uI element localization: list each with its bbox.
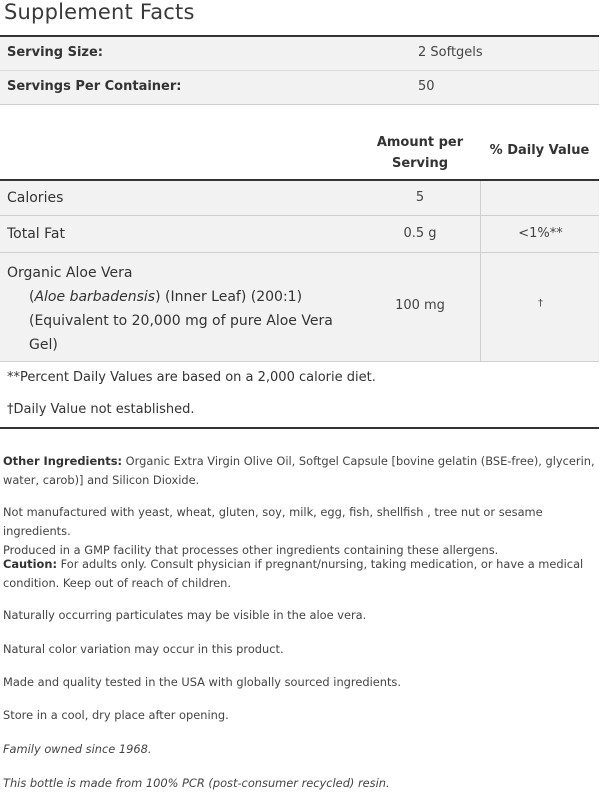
not-established-footnote: †Daily Value not established. <box>7 402 195 417</box>
allergen-statement: Not manufactured with yeast, wheat, gluten, soy, milk, egg, fish, shellfish , tree nut or sesame ingredients. Produced in a GMP facility that processes other ingredients containing these allergens. <box>3 505 543 557</box>
table-row <box>0 181 599 216</box>
nutrient-name: Total Fat <box>7 226 65 242</box>
nutrient-equivalent-cont: Gel) <box>29 337 58 353</box>
nutrient-equivalent: (Equivalent to 20,000 mg of pure Aloe Vera <box>29 313 333 329</box>
nutrient-name: Organic Aloe Vera (Aloe barbadensis) (Inner Leaf) (200:1) (Equivalent to 20,000 mg of pure Aloe Vera Gel) <box>7 261 333 357</box>
nutrient-amount: 0.5 g <box>403 226 437 241</box>
nutrient-name: Calories <box>7 190 64 206</box>
daily-value-footnote: **Percent Daily Values are based on a 2,000 calorie diet. <box>7 370 376 385</box>
servings-per-container-label: Servings Per Container: <box>7 79 182 94</box>
nutrient-daily-value: <1%** <box>480 216 600 252</box>
panel-title: Supplement Facts <box>4 0 195 24</box>
nutrient-daily-value <box>480 181 600 215</box>
facts-table-header <box>0 130 599 181</box>
serving-size-label: Serving Size: <box>7 45 104 60</box>
serving-size-value: 2 Softgels <box>418 45 483 60</box>
servings-per-container-value: 50 <box>418 79 435 94</box>
amount-per-serving-header: Amount per Serving <box>376 135 464 171</box>
latin-name: Aloe barbadensis <box>34 289 156 305</box>
daily-value-header: % Daily Value <box>489 143 590 158</box>
other-ingredients: Other Ingredients: Organic Extra Virgin Olive Oil, Softgel Capsule [bovine gelatin (BSE-free), glycerin, water, carob)] and Silicon Dioxide. <box>3 454 595 487</box>
caution-statement: Caution: For adults only. Consult physician if pregnant/nursing, taking medication, or have a medical condition. Keep out of reach of children. <box>3 557 584 590</box>
nutrient-detail: (Aloe barbadensis) (Inner Leaf) (200:1) <box>29 289 303 305</box>
family-owned-note: Family owned since 1968. <box>3 742 152 756</box>
serving-info <box>0 35 599 105</box>
made-in-usa-note: Made and quality tested in the USA with globally sourced ingredients. <box>3 675 401 689</box>
nutrient-amount: 5 <box>415 190 425 205</box>
recycled-note: This bottle is made from 100% PCR (post-consumer recycled) resin. <box>3 776 390 790</box>
table-row <box>0 216 599 253</box>
storage-note: Store in a cool, dry place after opening. <box>3 708 229 722</box>
particulates-note: Naturally occurring particulates may be visible in the aloe vera. <box>3 608 367 622</box>
nutrient-table <box>0 181 599 362</box>
color-variation-note: Natural color variation may occur in this product. <box>3 642 284 656</box>
nutrient-amount: 100 mg <box>395 298 445 313</box>
nutrient-daily-value: † <box>480 253 600 361</box>
table-row <box>0 253 599 362</box>
servings-per-container-row <box>0 71 599 104</box>
serving-size-row <box>0 37 599 71</box>
divider <box>0 427 599 429</box>
